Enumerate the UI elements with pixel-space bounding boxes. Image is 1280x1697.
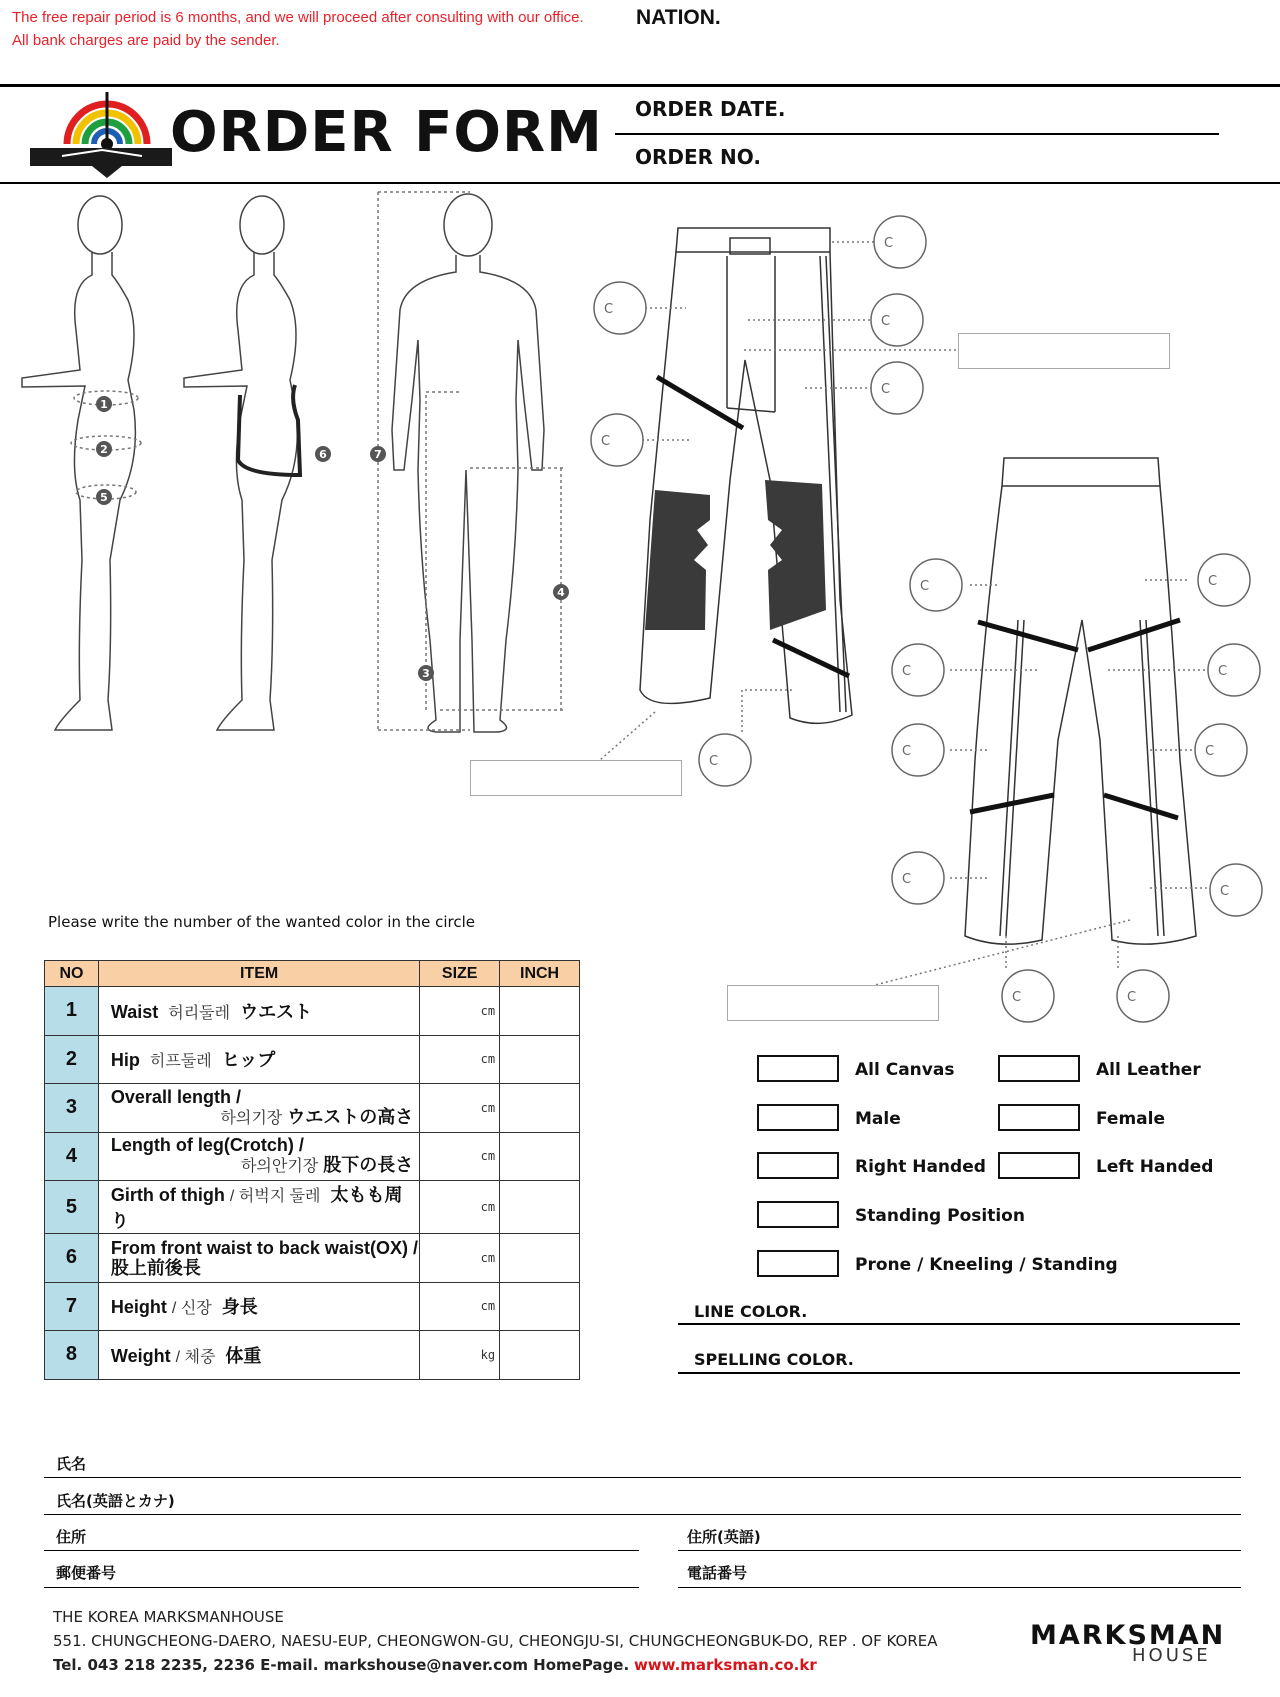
row-item — [98, 1282, 419, 1331]
item-en: From front waist to back waist(OX) / — [110, 1237, 418, 1258]
order-date-label: ORDER DATE. — [635, 97, 786, 121]
size-cell[interactable]: cm — [420, 1084, 500, 1133]
header-size: SIZE — [420, 961, 500, 987]
male-label: Male — [855, 1109, 901, 1129]
row-no: 4 — [45, 1132, 99, 1181]
inch-cell[interactable] — [500, 1331, 580, 1380]
name-kana-label: 氏名(英語とカナ) — [56, 1492, 175, 1510]
header-inch: INCH — [500, 961, 580, 987]
line-color-label: LINE COLOR. — [694, 1302, 808, 1321]
size-cell[interactable]: cm — [420, 1282, 500, 1331]
color-circle-letter: C — [881, 314, 891, 329]
left-handed-label: Left Handed — [1096, 1157, 1214, 1177]
phone-line[interactable] — [678, 1587, 1241, 1588]
row-no: 5 — [45, 1181, 99, 1234]
item-jp: ウエスト — [240, 1001, 313, 1022]
row-no: 1 — [45, 987, 99, 1036]
phone-label: 電話番号 — [687, 1564, 748, 1582]
item-jp: 股下の長さ — [323, 1155, 414, 1176]
item-en: Height — [110, 1297, 167, 1318]
row-no: 6 — [45, 1234, 99, 1283]
item-ko: 하의안기장 — [240, 1158, 319, 1176]
row-no: 3 — [45, 1084, 99, 1133]
order-no-label: ORDER NO. — [635, 145, 761, 169]
color-circle-letter: C — [709, 754, 719, 769]
all-leather-checkbox[interactable] — [998, 1055, 1080, 1082]
prone-kneeling-standing-label: Prone / Kneeling / Standing — [855, 1255, 1118, 1275]
color-circle[interactable] — [1210, 864, 1262, 916]
size-cell[interactable]: cm — [420, 1035, 500, 1084]
color-circle[interactable] — [892, 644, 944, 696]
contact-line — [53, 1656, 817, 1674]
color-circle-letter: C — [920, 579, 930, 594]
table-row — [45, 1234, 580, 1283]
color-circle[interactable] — [591, 414, 643, 466]
table-row — [45, 1282, 580, 1331]
website-link[interactable]: www.marksman.co.kr — [633, 1656, 817, 1674]
pants-back-label-box[interactable] — [727, 985, 939, 1021]
row-item — [98, 1234, 419, 1283]
marker-6: 6 — [319, 448, 327, 461]
row-item — [98, 1331, 419, 1380]
color-circle[interactable] — [1208, 644, 1260, 696]
color-circle[interactable] — [699, 734, 751, 786]
color-circle-letter: C — [881, 382, 891, 397]
male-checkbox[interactable] — [757, 1104, 839, 1131]
color-circle-letter: C — [1208, 574, 1218, 589]
item-ko: 히프둘레 — [149, 1053, 212, 1071]
address-label: 住所 — [56, 1528, 87, 1546]
right-handed-label: Right Handed — [855, 1157, 986, 1177]
size-cell[interactable]: cm — [420, 987, 500, 1036]
pants-back — [965, 458, 1196, 944]
notice-line-2: All bank charges are paid by the sender. — [12, 32, 280, 49]
inch-cell[interactable] — [500, 1234, 580, 1283]
size-cell[interactable]: cm — [420, 1181, 500, 1234]
color-circle[interactable] — [1117, 970, 1169, 1022]
row-no: 2 — [45, 1035, 99, 1084]
body-side-figure — [22, 194, 544, 732]
header-no: NO — [45, 961, 99, 987]
table-row — [45, 1181, 580, 1234]
item-jp: 体重 — [225, 1345, 262, 1366]
row-no: 7 — [45, 1282, 99, 1331]
spelling-color-label: SPELLING COLOR. — [694, 1350, 854, 1369]
address-en-label: 住所(英語) — [687, 1528, 761, 1546]
house-logo: HOUSE — [1132, 1645, 1211, 1666]
item-en: Overall length / — [110, 1086, 241, 1107]
table-row — [45, 1132, 580, 1181]
marksman-logo: MARKSMAN — [1030, 1620, 1226, 1651]
size-cell[interactable]: cm — [420, 1132, 500, 1181]
table-row — [45, 1035, 580, 1084]
header-item: ITEM — [98, 961, 419, 987]
color-circle[interactable] — [871, 362, 923, 414]
color-circle[interactable] — [892, 852, 944, 904]
row-item — [98, 1181, 419, 1234]
color-circle-letter: C — [1205, 744, 1215, 759]
item-en: Length of leg(Crotch) / — [110, 1135, 304, 1156]
color-circle[interactable] — [594, 282, 646, 334]
color-circle-letter: C — [1127, 990, 1137, 1005]
item-en: Waist — [110, 1001, 159, 1022]
color-circle[interactable] — [910, 559, 962, 611]
item-ko: / 신장 — [171, 1300, 212, 1318]
item-ko: 허리둘레 — [168, 1004, 231, 1022]
item-jp: ウエストの高さ — [287, 1106, 414, 1127]
left-handed-checkbox[interactable] — [998, 1152, 1080, 1179]
name-line[interactable] — [44, 1477, 1241, 1478]
marker-5: 5 — [100, 491, 108, 504]
inch-cell[interactable] — [500, 1282, 580, 1331]
row-item — [98, 1035, 419, 1084]
row-item — [98, 1132, 419, 1181]
prone-kneeling-standing-checkbox[interactable] — [757, 1250, 839, 1277]
item-en: Weight — [110, 1345, 171, 1366]
name-kana-line[interactable] — [44, 1514, 1241, 1515]
row-item — [98, 987, 419, 1036]
item-jp: 身長 — [221, 1297, 258, 1318]
table-row — [45, 1331, 580, 1380]
measurement-table — [44, 960, 580, 1380]
size-cell[interactable]: cm — [420, 1234, 500, 1283]
color-circle-letter: C — [902, 744, 912, 759]
color-circle-letter: C — [884, 236, 894, 251]
marker-7: 7 — [374, 448, 382, 461]
address-line[interactable] — [44, 1550, 639, 1551]
postal-line[interactable] — [44, 1587, 639, 1588]
name-label: 氏名 — [56, 1455, 87, 1473]
left-knee-pad — [645, 490, 710, 630]
all-canvas-checkbox[interactable] — [757, 1055, 839, 1082]
company-name: THE KOREA MARKSMANHOUSE — [53, 1608, 284, 1626]
all-leather-label: All Leather — [1096, 1060, 1201, 1080]
color-circle-letter: C — [902, 872, 912, 887]
color-circle[interactable] — [871, 294, 923, 346]
pants-front — [640, 228, 852, 723]
color-circle-letter: C — [1012, 990, 1022, 1005]
notice-line-1: The free repair period is 6 months, and we will proceed after consulting with our office. — [12, 9, 584, 26]
table-header-row — [45, 961, 580, 987]
item-jp: 股上前後長 — [110, 1257, 201, 1278]
size-cell[interactable]: kg — [420, 1331, 500, 1380]
contact-info: Tel. 043 218 2235, 2236 E-mail. markshouse@naver.com HomePage. — [53, 1656, 630, 1674]
female-checkbox[interactable] — [998, 1104, 1080, 1131]
row-no: 8 — [45, 1331, 99, 1380]
instruction-text: Please write the number of the wanted color in the circle — [48, 913, 476, 931]
table-row — [45, 1084, 580, 1133]
item-ko: / 체중 — [175, 1348, 216, 1366]
right-handed-checkbox[interactable] — [757, 1152, 839, 1179]
item-en: Hip — [110, 1050, 140, 1071]
hip-path — [238, 385, 300, 475]
color-circle-letter: C — [601, 434, 611, 449]
color-circle[interactable] — [874, 216, 926, 268]
all-canvas-label: All Canvas — [855, 1060, 955, 1080]
marker-4: 4 — [557, 586, 565, 599]
table-row — [45, 987, 580, 1036]
color-circle-letter: C — [1218, 664, 1228, 679]
address-en-line[interactable] — [678, 1550, 1241, 1551]
marker-3: 3 — [422, 667, 430, 680]
inch-cell[interactable] — [500, 1035, 580, 1084]
color-circle-letter: C — [604, 302, 614, 317]
item-en: Girth of thigh — [110, 1185, 225, 1205]
color-circle[interactable] — [1195, 724, 1247, 776]
inch-cell[interactable] — [500, 1084, 580, 1133]
nation-label: NATION. — [636, 6, 721, 29]
color-circle[interactable] — [1198, 554, 1250, 606]
female-label: Female — [1096, 1109, 1165, 1129]
pants-front-hem-label-box[interactable] — [470, 760, 682, 796]
marker-2: 2 — [100, 443, 108, 456]
row-item — [98, 1084, 419, 1133]
line-color-line[interactable] — [678, 1323, 1240, 1325]
standing-position-label: Standing Position — [855, 1206, 1025, 1226]
postal-label: 郵便番号 — [56, 1564, 117, 1582]
color-circle-letter: C — [902, 664, 912, 679]
color-circle[interactable] — [1002, 970, 1054, 1022]
page-title: ORDER FORM — [170, 100, 603, 165]
spelling-color-line[interactable] — [678, 1372, 1240, 1374]
marker-1: 1 — [100, 398, 108, 411]
item-jp: 太もも周り — [110, 1185, 403, 1231]
inch-cell[interactable] — [500, 1132, 580, 1181]
item-ko: 하의기장 — [220, 1109, 283, 1127]
item-ko: / 허벅지 둘레 — [229, 1188, 321, 1205]
right-knee-pad — [765, 480, 826, 630]
company-address: 551. CHUNGCHEONG-DAERO, NAESU-EUP, CHEONGWON-GU, CHEONGJU-SI, CHUNGCHEONGBUK-DO, REP . OF KOREA — [53, 1632, 938, 1650]
color-circle[interactable] — [892, 724, 944, 776]
inch-cell[interactable] — [500, 987, 580, 1036]
pants-front-label-box[interactable] — [958, 333, 1170, 369]
color-circle-letter: C — [1220, 884, 1230, 899]
item-jp: ヒップ — [221, 1050, 276, 1071]
inch-cell[interactable] — [500, 1181, 580, 1234]
standing-position-checkbox[interactable] — [757, 1201, 839, 1228]
